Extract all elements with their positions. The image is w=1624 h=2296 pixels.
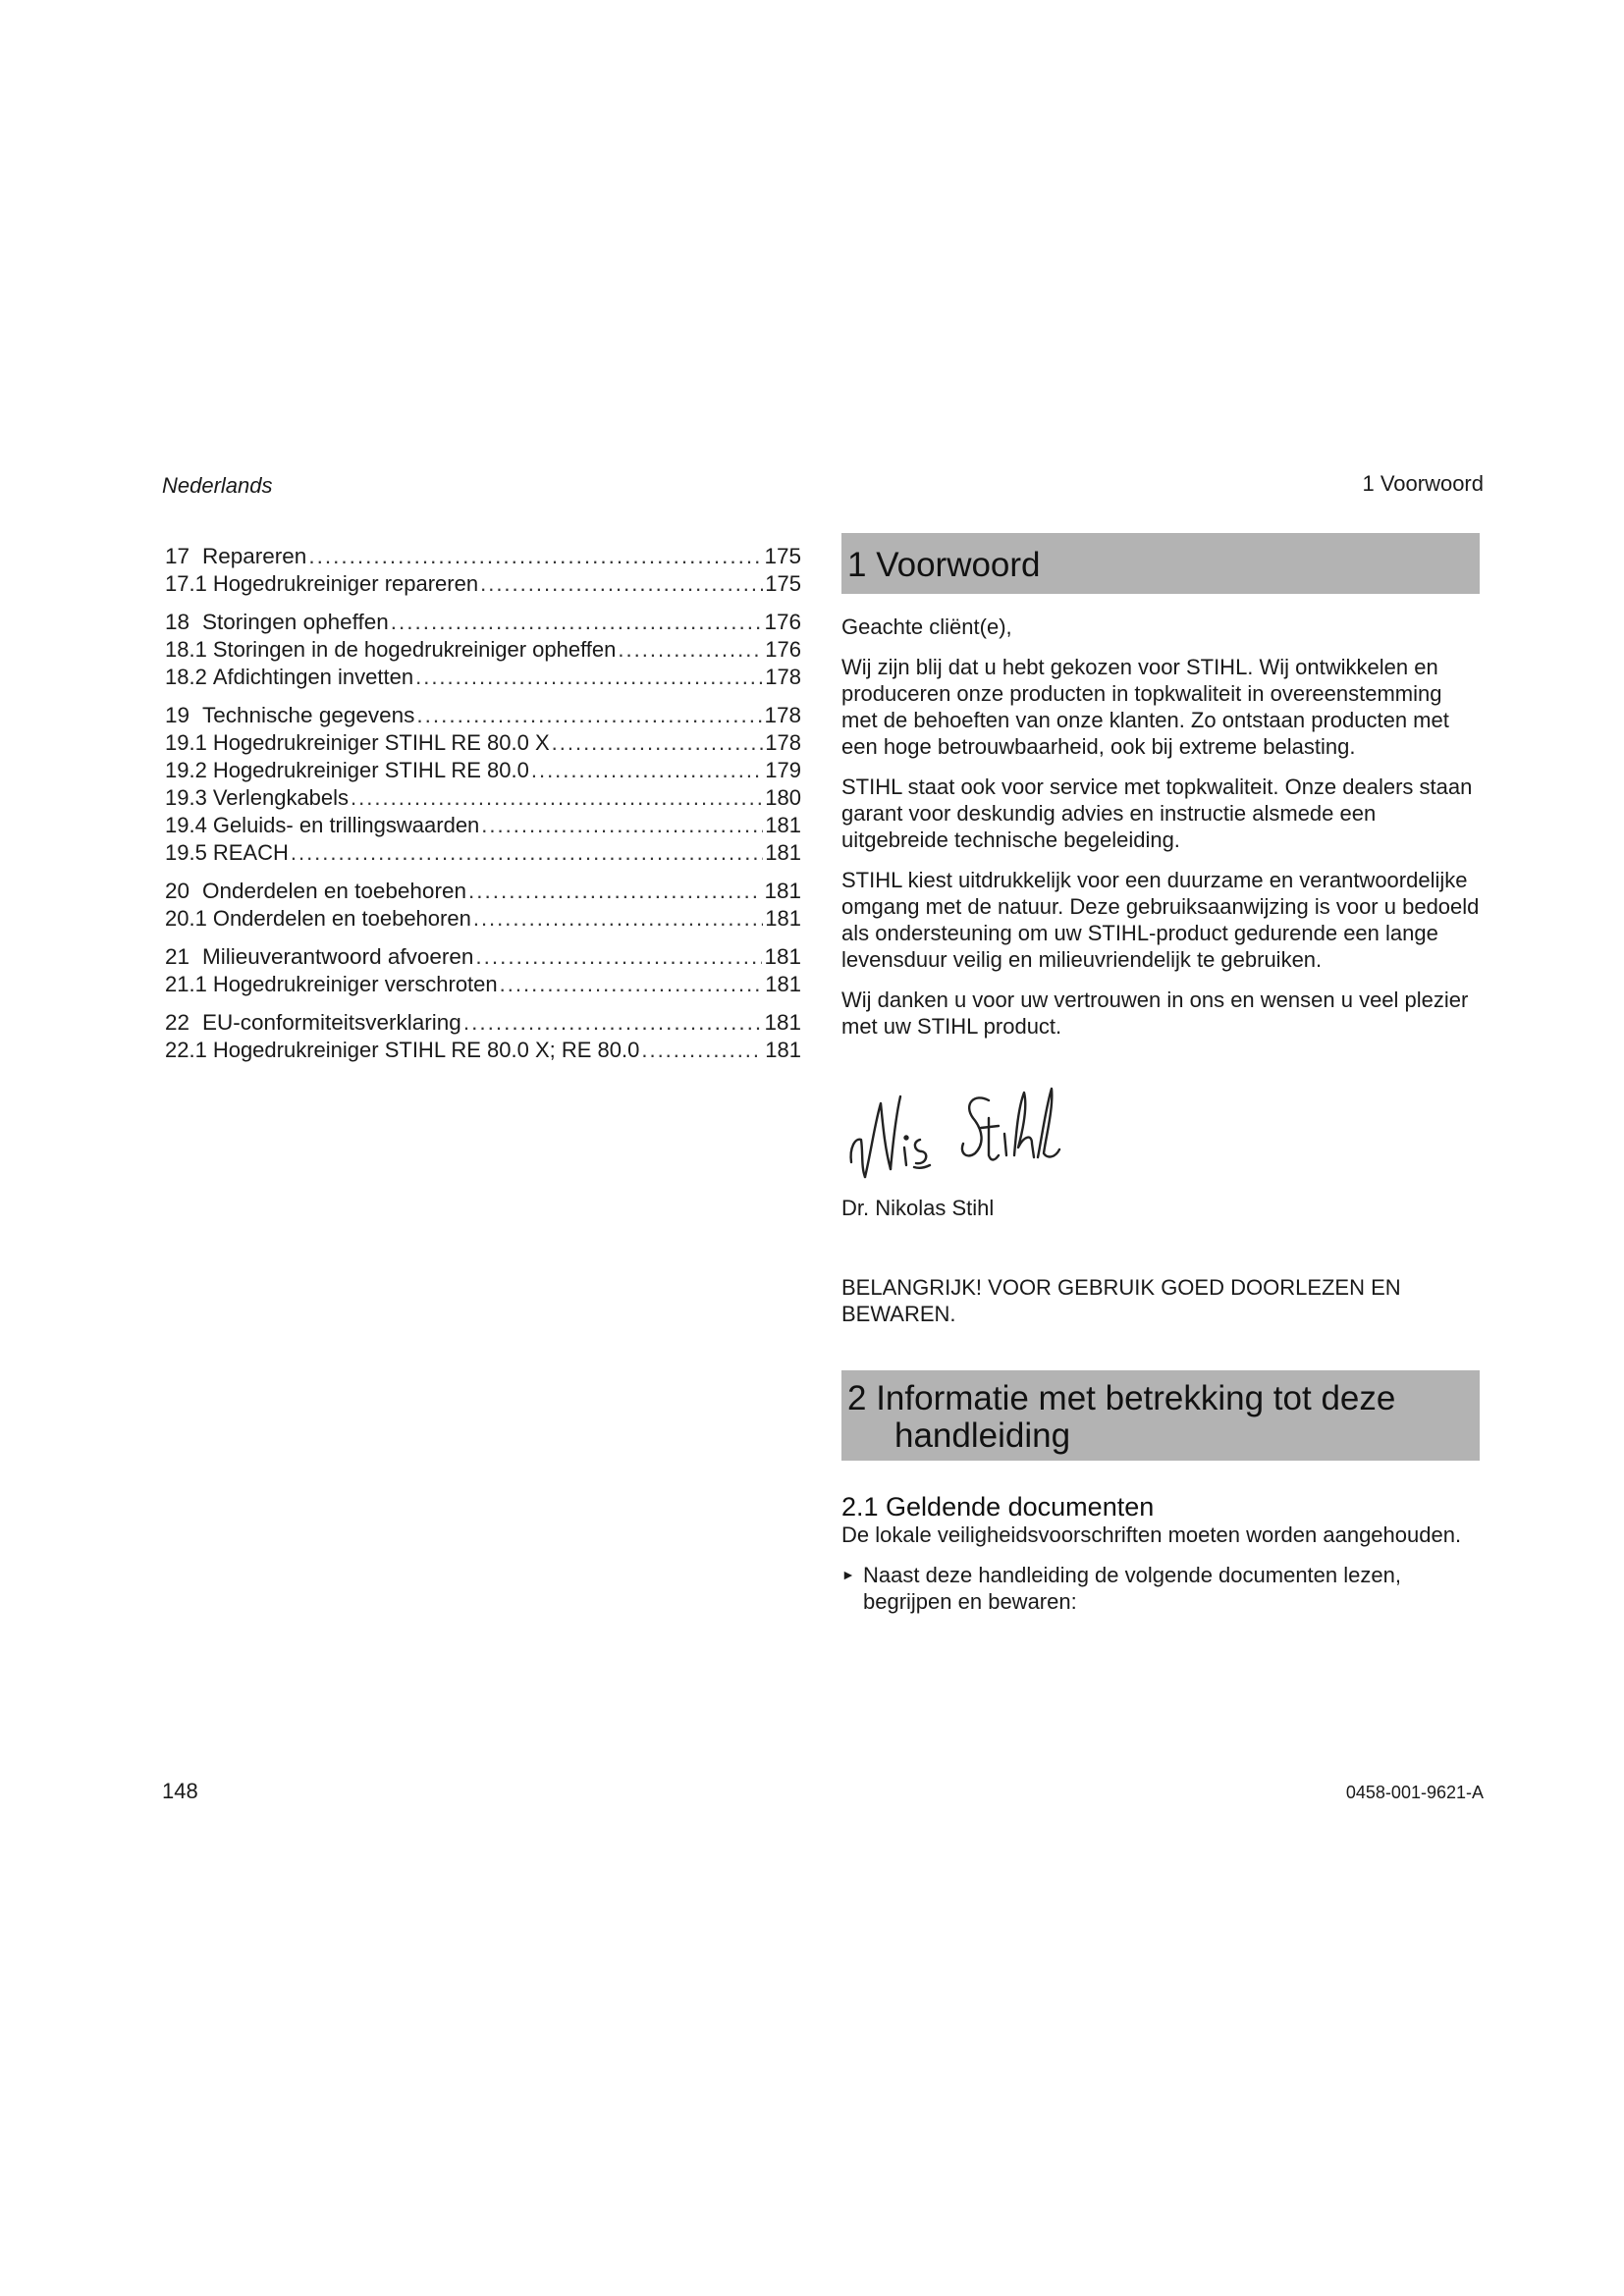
toc-leader-dots xyxy=(351,784,763,812)
toc-section-entry[interactable] xyxy=(165,1037,801,1064)
toc-section-entry[interactable] xyxy=(165,570,801,598)
page-number: 148 xyxy=(162,1779,198,1803)
toc-entry-page: 179 xyxy=(765,758,801,782)
toc-entry-title: Verlengkabels xyxy=(212,785,350,810)
important-notice: BELANGRIJK! VOOR GEBRUIK GOED DOORLEZEN EN BEWAREN. xyxy=(841,1275,1401,1326)
subsection-2-1-title: 2.1 Geldende documenten xyxy=(841,1492,1155,1522)
toc-entry-number: 19.1 xyxy=(165,730,207,755)
triangle-bullet-icon: ► xyxy=(841,1567,855,1582)
toc-leader-dots xyxy=(618,636,763,664)
toc-entry-page: 178 xyxy=(765,665,801,689)
toc-group xyxy=(165,702,801,867)
toc-group xyxy=(165,878,801,933)
bullet-item xyxy=(841,1562,1480,1615)
toc-entry-title: Hogedrukreiniger STIHL RE 80.0 X; RE 80.0 xyxy=(212,1038,640,1062)
toc-section-entry[interactable] xyxy=(165,812,801,839)
toc-entry-number: 20 xyxy=(165,879,190,903)
toc-entry-page: 178 xyxy=(764,703,801,727)
toc-entry-page: 181 xyxy=(765,1038,801,1062)
toc-section-entry[interactable] xyxy=(165,757,801,784)
toc-entry-number: 17.1 xyxy=(165,571,207,596)
toc-entry-title: Storingen in de hogedrukreiniger opheffen xyxy=(212,637,617,662)
toc-entry-title: Geluids- en trillingswaarden xyxy=(212,813,480,837)
toc-entry-title: Repareren xyxy=(202,544,307,568)
toc-entry-title: Afdichtingen invetten xyxy=(212,665,414,689)
header-chapter: 1 Voorwoord xyxy=(1362,471,1484,496)
toc-entry-number: 21.1 xyxy=(165,972,207,996)
section-2-title-line-1: 2 Informatie met betrekking tot deze xyxy=(847,1379,1396,1417)
section-1-title: 1 Voorwoord xyxy=(847,546,1041,584)
toc-entry-title: EU-conformiteitsverklaring xyxy=(202,1010,461,1035)
toc-leader-dots xyxy=(531,757,763,784)
toc-leader-dots xyxy=(641,1037,763,1064)
toc-entry-title: Milieuverantwoord afvoeren xyxy=(202,944,474,969)
main-column xyxy=(841,533,1480,1615)
toc-entry-number: 17 xyxy=(165,544,190,568)
toc-group xyxy=(165,1009,801,1064)
paragraph-1: Wij zijn blij dat u hebt gekozen voor STIHL. Wij ontwikkelen en produceren onze producten in topkwaliteit in overeenstemming met de behoeften van onze klanten. Zo ontstaan producten met een hoge betrouwbaarheid, ook bij extreme belasting. xyxy=(841,655,1449,759)
toc-entry-title: Onderdelen en toebehoren xyxy=(212,906,471,931)
toc-entry-title: REACH xyxy=(212,840,289,865)
toc-entry-number: 19.2 xyxy=(165,758,207,782)
toc-group xyxy=(165,943,801,998)
document-code: 0458-001-9621-A xyxy=(1345,1783,1484,1802)
toc-entry-number: 18.1 xyxy=(165,637,207,662)
toc-entry-number: 19.3 xyxy=(165,785,207,810)
toc-section-entry[interactable] xyxy=(165,971,801,998)
subsection-paragraph: De lokale veiligheidsvoorschriften moeten worden aangehouden. xyxy=(841,1522,1462,1547)
toc-entry-page: 181 xyxy=(765,813,801,837)
toc-entry-page: 181 xyxy=(764,879,801,903)
bullet-text: Naast deze handleiding de volgende documenten lezen, begrijpen en bewaren: xyxy=(863,1563,1401,1614)
toc-leader-dots xyxy=(500,971,764,998)
toc-leader-dots xyxy=(552,729,764,757)
signer-name: Dr. Nikolas Stihl xyxy=(841,1196,995,1220)
toc-chapter-entry[interactable] xyxy=(165,543,801,570)
toc-entry-number: 22 xyxy=(165,1010,190,1035)
section-1-heading xyxy=(841,533,1480,594)
toc-entry-number: 21 xyxy=(165,944,190,969)
toc-entry-title: Hogedrukreiniger STIHL RE 80.0 X xyxy=(212,730,550,755)
paragraph-3: STIHL kiest uitdrukkelijk voor een duurzame en verantwoordelijke omgang met de natuur. Deze gebruiksaanwijzing is voor u bedoeld als ondersteuning om uw STIHL-product gedurende een lange levensduur veilig en milieuvriendelijk te gebruiken. xyxy=(841,868,1480,972)
toc-entry-page: 178 xyxy=(765,730,801,755)
toc-entry-page: 175 xyxy=(764,544,801,568)
toc-leader-dots xyxy=(291,839,763,867)
greeting: Geachte cliënt(e), xyxy=(841,614,1012,639)
toc-entry-page: 181 xyxy=(765,972,801,996)
toc-chapter-entry[interactable] xyxy=(165,878,801,905)
toc-entry-title: Hogedrukreiniger repareren xyxy=(212,571,479,596)
paragraph-4: Wij danken u voor uw vertrouwen in ons en wensen u veel plezier met uw STIHL product. xyxy=(841,988,1469,1039)
toc-entry-title: Technische gegevens xyxy=(202,703,415,727)
toc-entry-title: Onderdelen en toebehoren xyxy=(202,879,466,903)
toc-chapter-entry[interactable] xyxy=(165,702,801,729)
toc-leader-dots xyxy=(468,878,762,905)
toc-leader-dots xyxy=(416,702,762,729)
toc-section-entry[interactable] xyxy=(165,839,801,867)
toc-entry-page: 181 xyxy=(764,1010,801,1035)
toc-entry-page: 181 xyxy=(765,840,801,865)
toc-entry-title: Hogedrukreiniger verschroten xyxy=(212,972,498,996)
toc-leader-dots xyxy=(473,905,763,933)
handwritten-signature-icon xyxy=(841,1079,1480,1187)
toc-section-entry[interactable] xyxy=(165,905,801,933)
paragraph-2: STIHL staat ook voor service met topkwaliteit. Onze dealers staan garant voor deskundig advies en instructie alsmede een uitgebreide technische begeleiding. xyxy=(841,774,1473,852)
toc-chapter-entry[interactable] xyxy=(165,943,801,971)
toc-entry-page: 176 xyxy=(765,637,801,662)
toc-entry-number: 19 xyxy=(165,703,190,727)
toc-leader-dots xyxy=(463,1009,763,1037)
toc-leader-dots xyxy=(480,570,763,598)
toc-section-entry[interactable] xyxy=(165,636,801,664)
section-2-title-line-2: handleiding xyxy=(894,1416,1071,1455)
toc-entry-number: 18.2 xyxy=(165,665,207,689)
section-2-heading xyxy=(841,1370,1480,1461)
toc-entry-page: 175 xyxy=(765,571,801,596)
toc-entry-number: 22.1 xyxy=(165,1038,207,1062)
toc-entry-title: Hogedrukreiniger STIHL RE 80.0 xyxy=(212,758,529,782)
toc-leader-dots xyxy=(308,543,762,570)
header-language: Nederlands xyxy=(162,473,273,498)
toc-entry-page: 181 xyxy=(765,906,801,931)
toc-entry-page: 176 xyxy=(764,610,801,634)
table-of-contents xyxy=(165,543,801,1075)
toc-group xyxy=(165,609,801,691)
toc-leader-dots xyxy=(475,943,762,971)
toc-group xyxy=(165,543,801,598)
toc-chapter-entry[interactable] xyxy=(165,1009,801,1037)
toc-section-entry[interactable] xyxy=(165,729,801,757)
toc-section-entry[interactable] xyxy=(165,664,801,691)
toc-entry-page: 181 xyxy=(764,944,801,969)
toc-section-entry[interactable] xyxy=(165,784,801,812)
toc-leader-dots xyxy=(415,664,763,691)
toc-entry-number: 20.1 xyxy=(165,906,207,931)
toc-leader-dots xyxy=(391,609,763,636)
toc-leader-dots xyxy=(481,812,763,839)
toc-entry-number: 19.4 xyxy=(165,813,207,837)
toc-entry-title: Storingen opheffen xyxy=(202,610,389,634)
toc-entry-page: 180 xyxy=(765,785,801,810)
toc-entry-number: 18 xyxy=(165,610,190,634)
toc-entry-number: 19.5 xyxy=(165,840,207,865)
toc-chapter-entry[interactable] xyxy=(165,609,801,636)
